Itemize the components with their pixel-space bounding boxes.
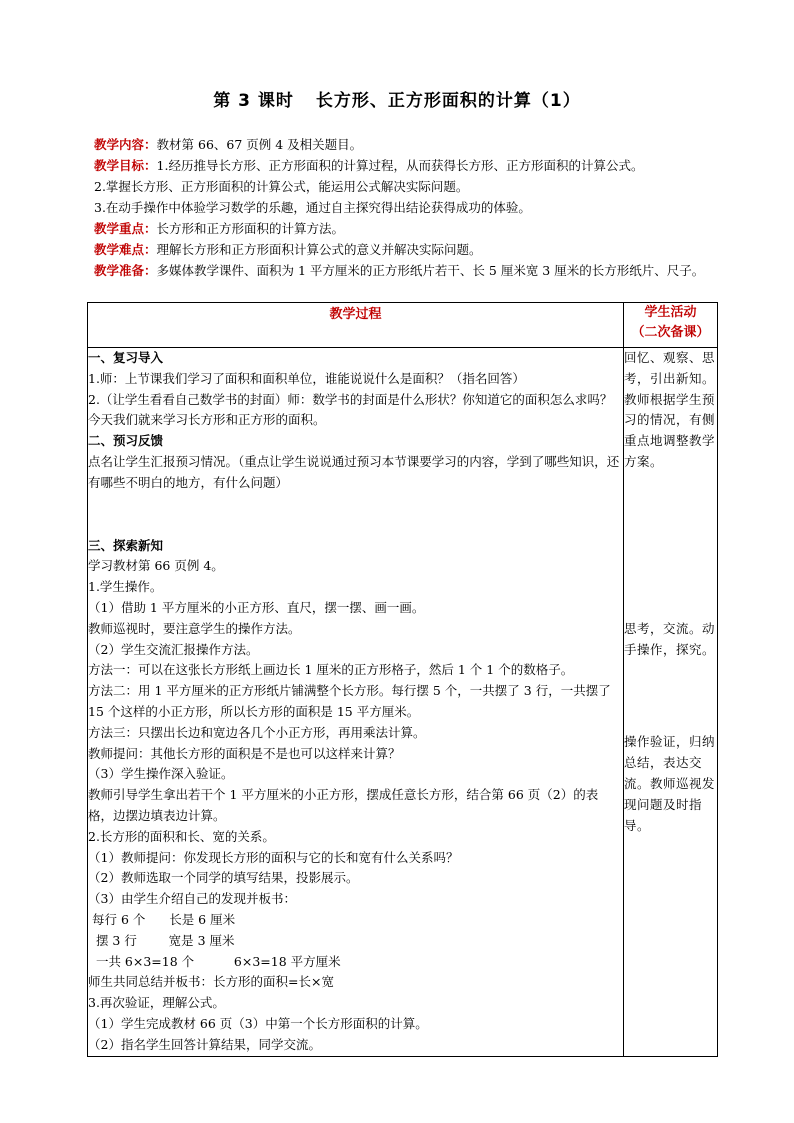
section-review: 一、复习导入 <box>88 350 164 365</box>
process-line: 师生共同总结并板书：长方形的面积=长×宽 <box>88 974 334 990</box>
content-text: 教材第 66、67 页例 4 及相关题目。 <box>156 137 363 152</box>
process-line: （2）指名学生回答计算结果，同学交流。 <box>88 1036 321 1052</box>
header-student-line-1: 学生活动 <box>644 305 697 320</box>
board-line: 一共 6×3=18 个 6×3=18 平方厘米 <box>88 953 341 969</box>
prep-label: 教学准备： <box>94 263 157 278</box>
prep-text: 多媒体教学课件、面积为 1 平方厘米的正方形纸片若干、长 5 厘米宽 3 厘米的长方形纸片、尺子。 <box>156 263 705 278</box>
process-line: 1.学生操作。 <box>88 579 163 595</box>
header-student-line-2: （二次备课） <box>631 325 710 340</box>
activity-verify: 操作验证，归纳总结，表达交流。教师巡视发现问题及时指导。 <box>624 734 716 833</box>
process-line: 2.长方形的面积和长、宽的关系。 <box>88 828 275 844</box>
process-line: （1）学生完成教材 66 页（3）中第一个长方形面积的计算。 <box>88 1015 428 1031</box>
activity-cell <box>624 348 718 1057</box>
table-header-row <box>88 303 718 348</box>
key-text: 长方形和正方形面积的计算方法。 <box>156 221 345 236</box>
content-label: 教学内容： <box>94 137 157 152</box>
process-line: 方法一：可以在这张长方形纸上画边长 1 厘米的正方形格子，然后 1 个 1 个的数格子。 <box>88 662 574 678</box>
key-label: 教学重点： <box>94 221 157 236</box>
lesson-topic: 长方形、正方形面积的计算（1） <box>315 91 581 111</box>
process-line: 点名让学生汇报预习情况。（重点让学生说说通过预习本节课要学习的内容，学到了哪些知识，还有哪些不明白的地方，有什么问题） <box>88 453 620 490</box>
difficulty-label: 教学难点： <box>94 242 157 257</box>
process-line: 学习教材第 66 页例 4。 <box>88 558 224 574</box>
section-explore: 三、探索新知 <box>88 537 164 553</box>
board-line: 每行 6 个 长是 6 厘米 <box>88 911 236 927</box>
header-process: 教学过程 <box>88 303 624 348</box>
header-student <box>624 303 718 348</box>
board-line: 摆 3 行 宽是 3 厘米 <box>88 932 235 948</box>
intro-goals <box>94 155 724 176</box>
intro-prep <box>94 260 724 281</box>
difficulty-text: 理解长方形和正方形面积计算公式的意义并解决实际问题。 <box>156 242 482 257</box>
process-line: 3.再次验证，理解公式。 <box>88 995 225 1011</box>
process-line: 教师引导学生拿出若干个 1 平方厘米的小正方形，摆成任意长方形，结合第 66 页（2）的表格，边摆边填表边计算。 <box>88 787 599 823</box>
process-line: 2.（让学生看看自己数学书的封面）师：数学书的封面是什么形状？你知道它的面积怎么求吗？今天我们就来学习长方形和正方形的面积。 <box>88 391 613 428</box>
lesson-title <box>0 86 794 111</box>
process-line: 方法二：用 1 平方厘米的正方形纸片铺满整个长方形。每行摆 5 个，一共摆了 3 行，一共摆了 15 个这样的小正方形，所以长方形的面积是 15 平方厘米。 <box>88 683 611 719</box>
process-line: （1）借助 1 平方厘米的小正方形、直尺，摆一摆、画一画。 <box>88 599 425 615</box>
lesson-number: 第 3 课时 <box>213 91 294 111</box>
activity-review: 回忆、观察、思考，引出新知。 <box>624 350 716 386</box>
lesson-table <box>87 302 718 1057</box>
intro-goal-2: 2.掌握长方形、正方形面积的计算公式，能运用公式解决实际问题。 <box>94 179 469 194</box>
goals-text: 1.经历推导长方形、正方形面积的计算过程，从而获得长方形、正方形面积的计算公式。 <box>156 158 644 173</box>
lesson-intro <box>94 134 724 281</box>
process-line: （1）教师提问：你发现长方形的面积与它的长和宽有什么关系吗？ <box>88 849 459 865</box>
section-preview: 二、预习反馈 <box>88 433 164 449</box>
intro-content <box>94 134 724 155</box>
table-body-row <box>88 348 718 1057</box>
activity-explore: 思考，交流。动手操作，探究。 <box>624 620 716 657</box>
blank-space <box>88 494 623 536</box>
process-line: （2）学生交流汇报操作方法。 <box>88 641 259 657</box>
activity-preview: 教师根据学生预习的情况，有侧重点地调整教学方案。 <box>624 391 716 469</box>
process-cell <box>88 348 624 1057</box>
process-line: 教师巡视时，要注意学生的操作方法。 <box>88 620 301 636</box>
process-line: 1.师：上节课我们学习了面积和面积单位，谁能说说什么是面积？（指名回答） <box>88 370 525 386</box>
process-line: （2）教师选取一个同学的填写结果，投影展示。 <box>88 870 359 886</box>
process-line: （3）由学生介绍自己的发现并板书： <box>88 891 296 907</box>
intro-difficulty <box>94 239 724 260</box>
process-line: 方法三：只摆出长边和宽边各几个小正方形，再用乘法计算。 <box>88 724 426 740</box>
intro-goal-3: 3.在动手操作中体验学习数学的乐趣，通过自主探究得出结论获得成功的体验。 <box>94 200 531 215</box>
process-line: （3）学生操作深入验证。 <box>88 766 234 782</box>
process-line: 教师提问：其他长方形的面积是不是也可以这样来计算？ <box>88 745 401 761</box>
intro-key <box>94 218 724 239</box>
goals-label: 教学目标： <box>94 158 157 173</box>
